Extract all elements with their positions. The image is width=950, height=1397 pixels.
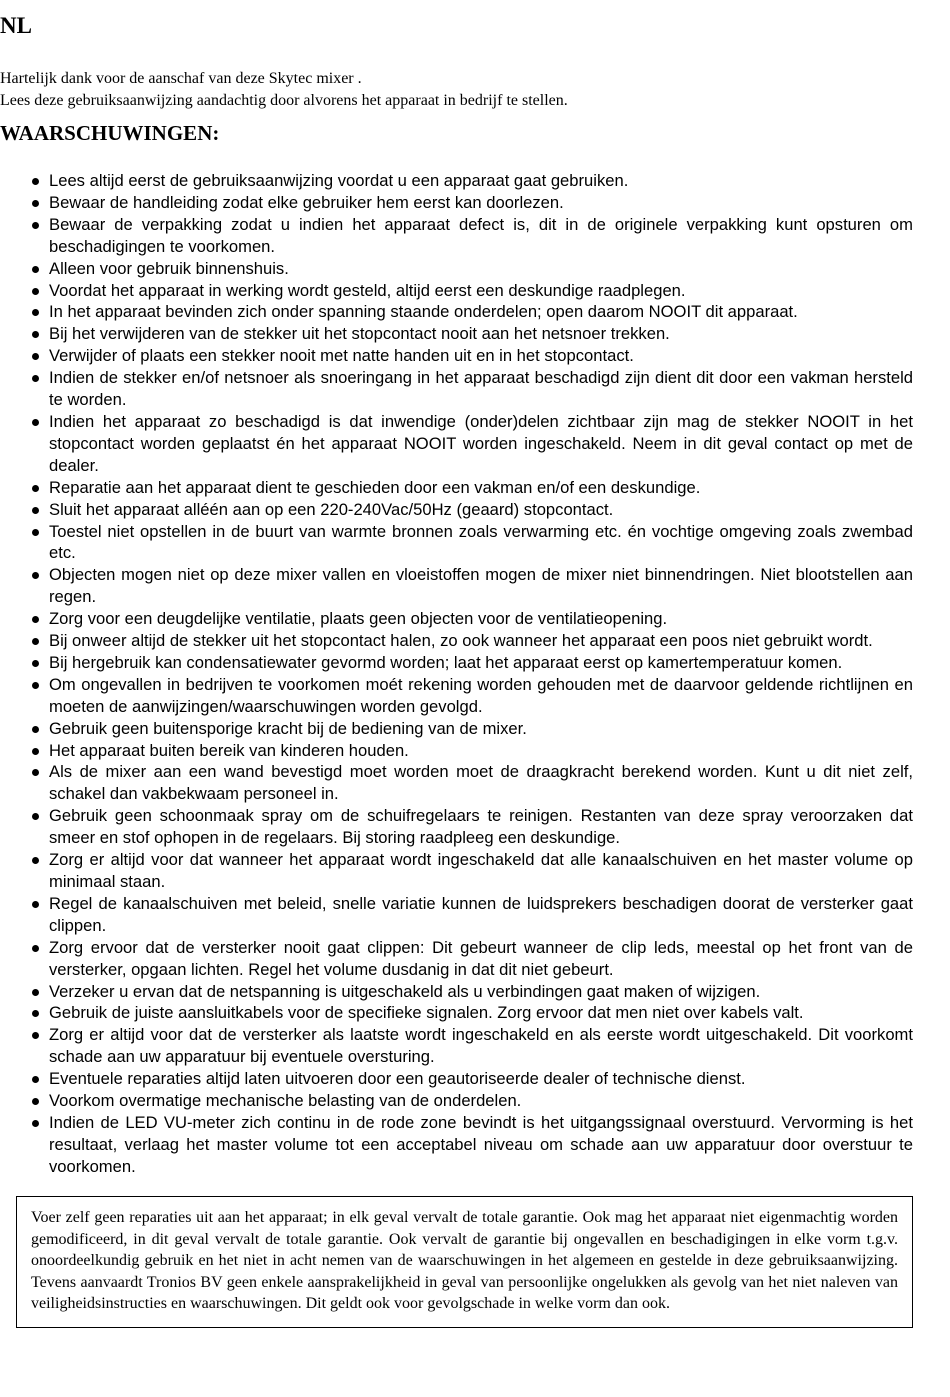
warning-item: Zorg ervoor dat de versterker nooit gaat clippen: Dit gebeurt wanneer de clip leds, meestal op het front van de versterker, opgaan lichten. Regel het volume dusdanig in dat dit niet gebeurt.	[0, 937, 913, 981]
warning-item: Bij onweer altijd de stekker uit het stopcontact halen, zo ook wanneer het apparaat een poos niet gebruikt wordt.	[0, 630, 913, 652]
warning-item: Als de mixer aan een wand bevestigd moet worden moet de draagkracht berekend worden. Kunt u dit niet zelf, schakel dan vakbekwaam personeel in.	[0, 761, 913, 805]
warranty-notice-box: Voer zelf geen reparaties uit aan het apparaat; in elk geval vervalt de totale garantie. Ook mag het apparaat niet eigenmachtig worden gemodificeerd, in dit geval vervalt de totale garantie. Ook vervalt de garantie bij ongevallen en beschadigingen in elke vorm t.g.v. onoordeelkundig gebruik en het niet in acht nemen van de waarschuwingen in het algemeen en gestelde in deze gebruiksaanwijzing. Tevens aanvaardt Tronios BV geen enkele aansprakelijkheid in geval van persoonlijke ongelukken als gevolg van het niet naleven van veiligheidsinstructies en waarschuwingen. Dit geldt ook voor gevolgschade in welke vorm dan ook.	[16, 1196, 913, 1328]
warning-item: Indien de LED VU-meter zich continu in de rode zone bevindt is het uitgangssignaal overstuurd. Vervorming is het resultaat, verlaag het master volume tot een acceptabel niveau om schade aan uw apparatuur door overstuur te voorkomen.	[0, 1112, 913, 1178]
warning-item: Voorkom overmatige mechanische belasting van de onderdelen.	[0, 1090, 913, 1112]
warning-item: Regel de kanaalschuiven met beleid, snelle variatie kunnen de luidsprekers beschadigen doorat de versterker gaat clippen.	[0, 893, 913, 937]
warning-item: Gebruik geen buitensporige kracht bij de bediening van de mixer.	[0, 718, 913, 740]
warning-item: Sluit het apparaat alléén aan op een 220-240Vac/50Hz (geaard) stopcontact.	[0, 499, 913, 521]
warning-item: Objecten mogen niet op deze mixer vallen en vloeistoffen mogen de mixer niet binnendringen. Niet blootstellen aan regen.	[0, 564, 913, 608]
warning-item: Zorg voor een deugdelijke ventilatie, plaats geen objecten voor de ventilatieopening.	[0, 608, 913, 630]
warning-item: Bij het verwijderen van de stekker uit het stopcontact nooit aan het netsnoer trekken.	[0, 323, 913, 345]
warning-item: Eventuele reparaties altijd laten uitvoeren door een geautoriseerde dealer of technische dienst.	[0, 1068, 913, 1090]
intro-thanks: Hartelijk dank voor de aanschaf van deze Skytec mixer .	[0, 70, 362, 87]
intro-read-instructions: Lees deze gebruiksaanwijzing aandachtig door alvorens het apparaat in bedrijf te stellen.	[0, 91, 568, 109]
language-heading: NL	[0, 13, 32, 38]
warnings-heading: WAARSCHUWINGEN:	[0, 121, 220, 145]
warning-item: Gebruik de juiste aansluitkabels voor de specifieke signalen. Zorg ervoor dat men niet over kabels valt.	[0, 1002, 913, 1024]
warning-item: Bij hergebruik kan condensatiewater gevormd worden; laat het apparaat eerst op kamertemperatuur komen.	[0, 652, 913, 674]
warning-item: Reparatie aan het apparaat dient te geschieden door een vakman en/of een deskundige.	[0, 477, 913, 499]
warning-item: Zorg er altijd voor dat de versterker als laatste wordt ingeschakeld en als eerste wordt uitgeschakeld. Dit voorkomt schade aan uw apparatuur bij eventuele oversturing.	[0, 1024, 913, 1068]
warning-item: Voordat het apparaat in werking wordt gesteld, altijd eerst een deskundige raadplegen.	[0, 280, 913, 302]
warning-item: Om ongevallen in bedrijven te voorkomen moét rekening worden gehouden met de daarvoor geldende richtlijnen en moeten de aanwijzingen/waarschuwingen worden gevolgd.	[0, 674, 913, 718]
warning-item: Toestel niet opstellen in de buurt van warmte bronnen zoals verwarming etc. én vochtige omgeving zoals zwembad etc.	[0, 521, 913, 565]
warning-item: Indien het apparaat zo beschadigd is dat inwendige (onder)delen zichtbaar zijn mag de stekker NOOIT in het stopcontact worden geplaatst én het apparaat NOOIT worden ingeschakeld. Neem in dit geval contact op met de dealer.	[0, 411, 913, 477]
warning-item: Het apparaat buiten bereik van kinderen houden.	[0, 740, 913, 762]
warning-item: Indien de stekker en/of netsnoer als snoeringang in het apparaat beschadigd zijn dient dit door een vakman hersteld te worden.	[0, 367, 913, 411]
intro-text	[0, 68, 930, 111]
warning-item: In het apparaat bevinden zich onder spanning staande onderdelen; open daarom NOOIT dit apparaat.	[0, 301, 913, 323]
warning-item: Zorg er altijd voor dat wanneer het apparaat wordt ingeschakeld dat alle kanaalschuiven en het master volume op minimaal staan.	[0, 849, 913, 893]
warning-item: Lees altijd eerst de gebruiksaanwijzing voordat u een apparaat gaat gebruiken.	[0, 170, 913, 192]
warning-item: Bewaar de handleiding zodat elke gebruiker hem eerst kan doorlezen.	[0, 192, 913, 214]
warning-item: Verwijder of plaats een stekker nooit met natte handen uit en in het stopcontact.	[0, 345, 913, 367]
warning-item: Gebruik geen schoonmaak spray om de schuifregelaars te reinigen. Restanten van deze spray veroorzaken dat smeer en stof ophopen in de regelaars. Bij storing raadpleeg een deskundige.	[0, 805, 913, 849]
warning-item: Bewaar de verpakking zodat u indien het apparaat defect is, dit in de originele verpakking kunt opsturen om beschadigingen te voorkomen.	[0, 214, 913, 258]
warning-item: Verzeker u ervan dat de netspanning is uitgeschakeld als u verbindingen gaat maken of wijzigen.	[0, 981, 913, 1003]
warnings-list	[0, 170, 913, 1178]
warning-item: Alleen voor gebruik binnenshuis.	[0, 258, 913, 280]
